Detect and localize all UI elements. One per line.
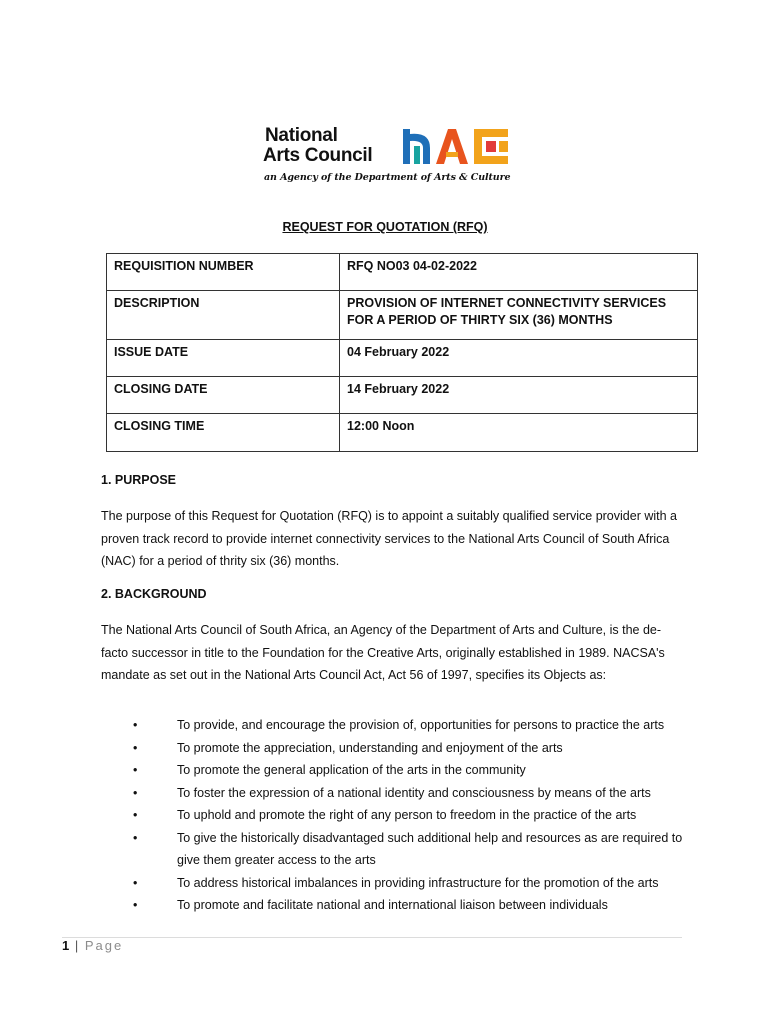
table-row (107, 340, 698, 377)
logo-tagline: an Agency of the Department of Arts & Culture (264, 172, 511, 183)
object-text: To address historical imbalances in providing infrastructure for the promotion of the arts (177, 875, 659, 890)
rfq-details-table (106, 253, 698, 452)
table-row (107, 291, 698, 340)
document-title: REQUEST FOR QUOTATION (RFQ) (282, 220, 488, 234)
closing-date-label: CLOSING DATE (107, 377, 340, 414)
page-number: 1 (62, 938, 70, 953)
bullet: • (133, 740, 138, 755)
nac-mark-icon (400, 126, 512, 166)
bullet: • (133, 875, 138, 890)
background-paragraph: The National Arts Council of South Africa, an Agency of the Department of Arts and Culture, is the de-facto successor in title to the Foundation for the Creative Arts, originally established in 1989. NACSA's mandate as set out in the National Arts Council Act, Act 56 of 1997, specifies its Objects as: (101, 623, 665, 682)
description-label: DESCRIPTION (107, 291, 340, 340)
object-text: To uphold and promote the right of any person to freedom in the practice of the arts (177, 808, 637, 822)
object-text: To foster the expression of a national identity and consciousness by means of the arts (177, 785, 651, 800)
page-footer (62, 938, 123, 953)
logo-name-line2: Arts Council (263, 145, 373, 166)
object-text: To promote the appreciation, understanding and enjoyment of the arts (177, 740, 563, 755)
issue-date-value: 04 February 2022 (340, 340, 698, 377)
purpose-heading: 1. PURPOSE (101, 473, 177, 487)
object-text: To give the historically disadvantaged such additional help and resources as are required to give them greater access to the arts (177, 830, 683, 867)
list-item (130, 714, 690, 737)
table-row (107, 414, 698, 452)
closing-date-value: 14 February 2022 (340, 377, 698, 414)
requisition-number-value: RFQ NO03 04-02-2022 (340, 254, 698, 291)
list-item (130, 894, 690, 917)
footer-divider (62, 937, 682, 938)
background-heading: 2. BACKGROUND (101, 587, 207, 601)
description-value: PROVISION OF INTERNET CONNECTIVITY SERVICES FOR A PERIOD OF THIRTY SIX (36) MONTHS (340, 291, 698, 340)
bullet: • (133, 830, 138, 845)
purpose-paragraph: The purpose of this Request for Quotation (RFQ) is to appoint a suitably qualified service provider with a proven track record to provide internet connectivity services to the National Arts Council of South Africa (NAC) for a period of thrity six (36) months. (101, 509, 677, 568)
page-label: Page (84, 938, 124, 953)
closing-time-label: CLOSING TIME (107, 414, 340, 452)
list-item (130, 759, 690, 782)
list-item (130, 782, 690, 805)
object-text: To provide, and encourage the provision of, opportunities for persons to practice the arts (177, 718, 665, 732)
list-item (130, 872, 690, 895)
table-row (107, 377, 698, 414)
bullet: • (133, 718, 138, 732)
nac-logo (262, 124, 514, 186)
bullet: • (133, 763, 138, 777)
issue-date-label: ISSUE DATE (107, 340, 340, 377)
list-item (130, 827, 690, 872)
bullet: • (133, 808, 138, 822)
objects-list (130, 714, 690, 917)
list-item (130, 737, 690, 760)
requisition-number-label: REQUISITION NUMBER (107, 254, 340, 291)
logo-name-line1: National (265, 125, 338, 146)
object-text: To promote the general application of the arts in the community (177, 763, 526, 777)
footer-separator: | (74, 938, 79, 953)
logo-wordmark (265, 126, 372, 166)
bullet: • (133, 785, 138, 800)
closing-time-value: 12:00 Noon (340, 414, 698, 452)
bullet: • (133, 898, 138, 912)
object-text: To promote and facilitate national and international liaison between individuals (177, 898, 608, 912)
table-row (107, 254, 698, 291)
list-item (130, 804, 690, 827)
